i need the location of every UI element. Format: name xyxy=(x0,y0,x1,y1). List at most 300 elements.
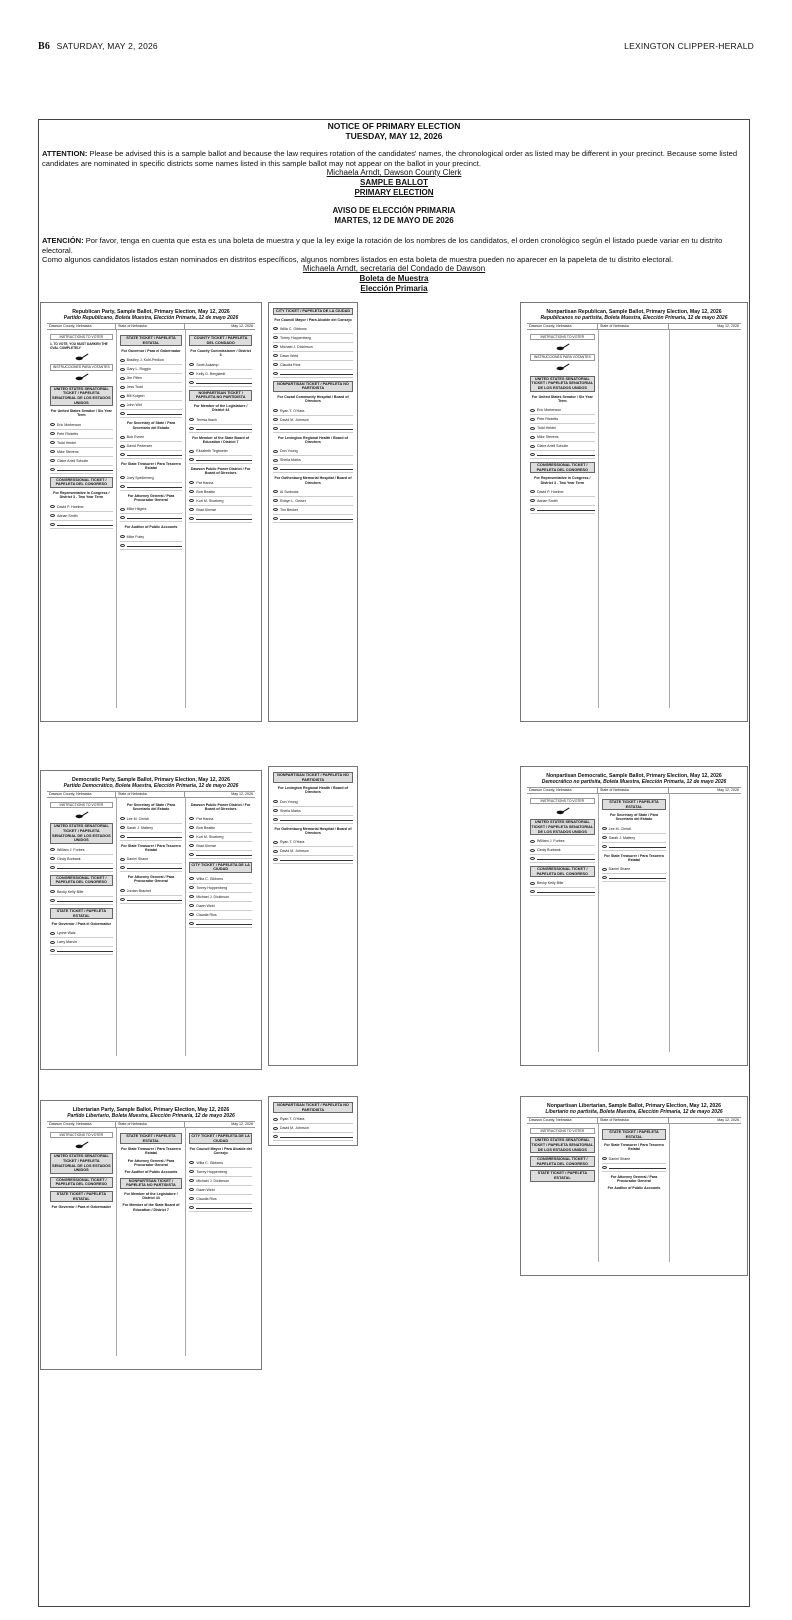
hospital-list xyxy=(273,838,353,864)
office-sos: For Secretary of State / Para Secretario del Estado xyxy=(126,803,176,812)
vote-oval-icon xyxy=(120,889,125,892)
vote-oval-icon xyxy=(50,890,55,893)
state-section: STATE TICKET / PAPELETA ESTATAL xyxy=(602,799,667,810)
atencion-paragraph xyxy=(42,236,748,265)
candidate-row xyxy=(189,488,252,497)
write-in-row xyxy=(530,855,595,863)
ballot-column-3 xyxy=(186,798,255,1056)
candidate-row xyxy=(530,442,595,451)
candidate-name: Kelly G. Bergstedt xyxy=(196,371,226,376)
office-hospital2: For Cozad Community Hospital / Board of Directors xyxy=(277,395,349,404)
vote-oval-icon xyxy=(189,817,194,820)
congress-section: CONGRESSIONAL TICKET / PAPELETA DEL CONGRESO xyxy=(530,462,595,473)
write-in-line xyxy=(280,372,353,375)
write-in-line xyxy=(280,1135,353,1138)
write-in-row xyxy=(50,466,113,474)
ballot-column-1 xyxy=(527,1124,599,1262)
candidate-name: Teresa Ibach xyxy=(196,417,217,422)
vote-oval-icon xyxy=(50,941,55,944)
candidate-row xyxy=(189,875,252,884)
candidate-name: Claire Ariell Schulte xyxy=(537,444,569,449)
office-hospital: For Gothenburg Memorial Hospital / Board of Directors xyxy=(274,826,352,836)
vote-oval-icon xyxy=(602,876,607,879)
instructions-header: INSTRUCTIONS TO VOTER xyxy=(530,798,595,804)
ballot-header-row xyxy=(47,791,255,798)
vote-oval-icon xyxy=(273,418,278,421)
candidate-name: Dawn Weld xyxy=(196,1187,215,1192)
candidate-name: Cindy Burbank xyxy=(537,848,561,853)
write-in-row xyxy=(50,947,113,955)
vote-oval-icon xyxy=(120,516,125,519)
rep-senate-list xyxy=(50,421,113,474)
masthead xyxy=(38,38,754,54)
es-primary-heading: Elección Primaria xyxy=(360,284,428,293)
pen-icon xyxy=(530,342,595,352)
candidate-name: Pete Ricketts xyxy=(57,431,79,436)
vote-oval-icon xyxy=(50,514,55,517)
candidate-name: Kurt M. Stoeberg xyxy=(196,498,224,503)
candidate-name: Torrey Hoppenberg xyxy=(196,1169,228,1174)
vote-oval-icon xyxy=(189,1179,194,1182)
write-in-line xyxy=(57,949,113,952)
nonpartisan-section: NONPARTISAN TICKET / PAPELETA NO PARTIDISTA xyxy=(189,390,252,401)
vote-oval-icon xyxy=(120,535,125,538)
candidate-name: Joey Spellerberg xyxy=(126,475,154,480)
write-in-row xyxy=(602,1164,667,1172)
office-mayor: For Council Mayor / Para Alcalde del Consejo xyxy=(274,317,352,322)
candidate-row xyxy=(530,406,595,415)
candidate-row xyxy=(273,807,353,816)
es-sample-heading: Boleta de Muestra xyxy=(359,274,429,283)
office-legislature: For Member of the Legislature / District 44 xyxy=(193,403,248,413)
candidate-name: Willa C. Gibbons xyxy=(196,1160,224,1165)
candidate-row xyxy=(50,929,113,938)
ballot-header-row xyxy=(527,787,741,794)
es-clerk-name: Michaela Arndt, secretaria del Condado de Dawson xyxy=(302,264,486,273)
city-ticket-panel-3 xyxy=(268,1096,358,1146)
vote-oval-icon xyxy=(120,377,125,380)
candidate-row xyxy=(50,421,113,430)
state-label: State of Nebraska xyxy=(116,792,185,797)
senate-section: UNITED STATES SENATORIAL TICKET / PAPELETA SENATORIAL DE LOS ESTADOS UNIDOS xyxy=(50,823,113,843)
candidate-name: Mike Stevens xyxy=(57,449,79,454)
vote-oval-icon xyxy=(189,427,194,430)
rep-congress-list xyxy=(50,503,113,529)
write-in-row xyxy=(273,370,353,378)
pen-icon-es xyxy=(530,363,595,373)
candidate-name: Jim Pillen xyxy=(126,376,143,381)
candidate-row xyxy=(273,456,353,465)
office-ag: For Attorney General / Para Procurador General xyxy=(127,875,175,884)
candidate-row xyxy=(273,838,353,847)
candidate-row xyxy=(273,506,353,515)
candidate-name: Brad Kirmse xyxy=(196,507,217,512)
candidate-row xyxy=(530,488,595,497)
candidate-row xyxy=(189,833,252,842)
office-mayor: For Council Mayor / Para Alcalde del Consejo xyxy=(189,1147,252,1156)
candidate-row xyxy=(50,448,113,457)
office-sos: For Secretary of State / Para Secretario del Estado xyxy=(126,421,176,430)
candidate-row xyxy=(530,846,595,855)
write-in-line xyxy=(196,1206,252,1209)
candidate-row xyxy=(120,824,183,833)
office-ag: For Attorney General / Para Procurador General xyxy=(610,1174,658,1184)
ballot-header-row xyxy=(47,1121,255,1128)
ballot-column-2 xyxy=(117,1128,187,1356)
candidate-name: Claudia Rios xyxy=(196,912,217,917)
vote-oval-icon xyxy=(50,899,55,902)
write-in-line xyxy=(127,516,183,519)
vote-oval-icon xyxy=(189,1206,194,1209)
write-in-row xyxy=(50,897,113,905)
candidate-name: Lee M. Christi xyxy=(608,826,631,831)
vote-oval-icon xyxy=(273,450,278,453)
rep-power-list xyxy=(189,479,252,523)
senate-section: UNITED STATES SENATORIAL TICKET / PAPELETA SENATORIAL DE LOS ESTADOS UNIDOS xyxy=(531,1138,594,1152)
rep-sos-list xyxy=(120,433,183,459)
candidate-name: Michael J. Dickinson xyxy=(280,344,313,349)
write-in-line xyxy=(127,485,183,488)
candidate-row xyxy=(273,798,353,807)
office-congress: For Representative in Congress / District 3 - Two Year Term xyxy=(53,490,110,500)
candidate-name: Kurt M. Stoeberg xyxy=(196,834,224,839)
state-section: STATE TICKET / PAPELETA ESTATAL xyxy=(602,1129,667,1140)
vote-oval-icon xyxy=(530,882,535,885)
vote-oval-icon xyxy=(189,381,194,384)
candidate-name: Bill Kolgein xyxy=(126,394,145,399)
write-in-row xyxy=(189,456,252,464)
candidate-row xyxy=(530,424,595,433)
candidate-name: Eric Mortenson xyxy=(57,422,82,427)
vote-oval-icon xyxy=(189,363,194,366)
vote-oval-icon xyxy=(530,445,535,448)
vote-oval-icon xyxy=(530,418,535,421)
candidate-row xyxy=(189,842,252,851)
ballot-column-3 xyxy=(186,330,255,708)
date-label: May 12, 2026 xyxy=(717,788,739,792)
candidate-name: Al Svoboda xyxy=(280,489,299,494)
candidate-row xyxy=(273,497,353,506)
write-in-line xyxy=(537,508,595,511)
write-in-row xyxy=(120,542,183,550)
vote-oval-icon xyxy=(530,436,535,439)
candidate-name: Don Young xyxy=(280,799,298,804)
hospital-list xyxy=(273,1115,353,1141)
state-label: State of Nebraska xyxy=(598,788,669,793)
candidate-row xyxy=(602,834,667,843)
rep-commissioner-list xyxy=(189,361,252,387)
candidate-name: Claudia Rios xyxy=(280,362,301,367)
vote-oval-icon xyxy=(273,459,278,462)
candidate-row xyxy=(120,505,183,514)
candidate-row xyxy=(602,825,667,834)
candidate-name: Mike Foley xyxy=(126,534,145,539)
write-in-row xyxy=(273,425,353,433)
vote-oval-icon xyxy=(273,800,278,803)
candidate-row xyxy=(273,352,353,361)
write-in-line xyxy=(127,412,183,415)
candidate-name: Cindy Burbank xyxy=(57,856,81,861)
ballot-column-2 xyxy=(117,330,187,708)
vote-oval-icon xyxy=(273,858,278,861)
vote-oval-icon xyxy=(189,517,194,520)
ballot-column-1 xyxy=(527,330,599,708)
rep-legislature-list xyxy=(189,416,252,433)
nonpartisan-section: NONPARTISAN TICKET / PAPELETA NO PARTIDISTA xyxy=(273,381,353,392)
candidate-name: Becky Kelly Bille xyxy=(57,889,84,894)
write-in-line xyxy=(196,517,252,520)
ballot-title: Democratic Party, Sample Ballot, Primary Election, May 12, 2026 xyxy=(72,777,230,783)
office-governor: For Governor / Para el Gobernador xyxy=(121,349,181,354)
candidate-row xyxy=(50,938,113,947)
write-in-row xyxy=(189,379,252,387)
write-in-line xyxy=(280,467,353,470)
masthead-left xyxy=(38,41,158,52)
vote-oval-icon xyxy=(273,427,278,430)
write-in-line xyxy=(280,517,353,520)
vote-oval-icon xyxy=(189,853,194,856)
county-label: Dawson County, Nebraska xyxy=(47,1122,116,1127)
vote-oval-icon xyxy=(273,1127,278,1130)
vote-oval-icon xyxy=(273,508,278,511)
candidate-row xyxy=(189,497,252,506)
vote-oval-icon xyxy=(50,949,55,952)
write-in-row xyxy=(120,410,183,418)
write-in-row xyxy=(189,425,252,433)
instrucciones-header: INSTRUCCIONES PARA VOTANTES xyxy=(50,364,113,370)
attention-label: ATTENTION: xyxy=(42,149,88,158)
write-in-row xyxy=(273,515,353,523)
vote-oval-icon xyxy=(120,508,125,511)
candidate-name: David P. Hoelme xyxy=(537,489,564,494)
vote-oval-icon xyxy=(602,827,607,830)
candidate-name: Lee M. Christi xyxy=(126,816,149,821)
date-label: May 12, 2026 xyxy=(231,792,253,796)
vote-oval-icon xyxy=(530,890,535,893)
write-in-line xyxy=(57,866,113,869)
rep-ag-list xyxy=(120,505,183,522)
vote-oval-icon xyxy=(50,432,55,435)
candidate-row xyxy=(189,479,252,488)
write-in-row xyxy=(50,864,113,872)
congress-section: CONGRESSIONAL TICKET / PAPELETA DEL CONGRESO xyxy=(530,866,595,877)
candidate-name: David P. Hoelme xyxy=(57,504,84,509)
vote-oval-icon xyxy=(189,508,194,511)
county-label: Dawson County, Nebraska xyxy=(47,792,116,797)
democratic-ballot xyxy=(40,770,262,1070)
date-label: May 12, 2026 xyxy=(231,1122,253,1126)
vote-oval-icon xyxy=(530,849,535,852)
dem-city-list xyxy=(189,875,252,928)
clerk-name: Michaela Arndt, Dawson County Clerk xyxy=(326,168,462,177)
vote-oval-icon xyxy=(189,826,194,829)
office-auditor: For Auditor of Public Accounts xyxy=(124,525,178,530)
county-label: Dawson County, Nebraska xyxy=(527,324,598,329)
ballot-subtitle: Partido Democrático, Boleta Muestra, Elección Primaria, 12 de mayo 2026 xyxy=(63,783,239,789)
candidate-row xyxy=(189,902,252,911)
nondem-sos-list xyxy=(602,825,667,851)
write-in-line xyxy=(127,898,183,901)
candidate-row xyxy=(273,334,353,343)
senate-section: UNITED STATES SENATORIAL TICKET / PAPELETA SENATORIAL DE LOS ESTADOS UNIDOS xyxy=(531,820,594,834)
write-in-row xyxy=(50,521,113,529)
instructions-header: INSTRUCTIONS TO VOTER xyxy=(50,802,113,808)
state-section: STATE TICKET / PAPELETA ESTATAL xyxy=(120,335,183,346)
candidate-row xyxy=(189,1159,252,1168)
candidate-row xyxy=(530,837,595,846)
vote-oval-icon xyxy=(120,453,125,456)
write-in-line xyxy=(537,890,595,893)
vote-oval-icon xyxy=(189,372,194,375)
vote-oval-icon xyxy=(120,835,125,838)
ballot-column-3 xyxy=(670,330,741,708)
notice-title xyxy=(38,121,750,141)
ballot-subtitle: Republicanos no partisita, Boleta Muestra, Elección Primaria, 12 de mayo 2026 xyxy=(540,315,728,321)
republican-ballot xyxy=(40,302,262,722)
ballot-column-1 xyxy=(47,1128,117,1356)
candidate-name: Pat Hanna xyxy=(196,480,214,485)
rep-auditor-list xyxy=(120,533,183,550)
attention-text: Please be advised this is a sample ballot and because the law requires rotation of the candidates' names, the chronological order as listed may be different in your precinct. Because some listed candidates are nominated in specific districts some names listed in this sample ballot may not appear on the ballot in your precinct. xyxy=(42,149,738,168)
write-in-row xyxy=(273,816,353,824)
candidate-name: David M. Johnson xyxy=(280,849,309,854)
ballot-title: Nonpartisan Democratic, Sample Ballot, Primary Election, May 12, 2026 xyxy=(546,773,722,779)
state-section: STATE TICKET / PAPELETA ESTATAL xyxy=(530,1170,595,1181)
vote-oval-icon xyxy=(189,499,194,502)
vote-oval-icon xyxy=(273,354,278,357)
atencion-text-2: Como algunos candidatos listados estan nominados en distritos específicos, algunos nombres listados en esta boleta de muestra pueden no aparecer en la papeleta de tu distrito electoral. xyxy=(42,255,674,265)
candidate-name: Tim Becker xyxy=(280,507,299,512)
vote-oval-icon xyxy=(120,817,125,820)
vote-oval-icon xyxy=(120,476,125,479)
senate-section: UNITED STATES SENATORIAL TICKET / PAPELETA SENATORIAL DE LOS ESTADOS UNIDOS xyxy=(531,376,594,390)
sample-ballot-heading: SAMPLE BALLOT xyxy=(360,178,428,187)
candidate-name: Michael J. Dickinson xyxy=(196,894,230,899)
vote-oval-icon xyxy=(530,453,535,456)
candidate-name: Sheila Marks xyxy=(280,808,301,813)
dem-treasurer-list xyxy=(120,855,183,872)
vote-oval-icon xyxy=(189,1161,194,1164)
state-section: STATE TICKET / PAPELETA ESTATAL xyxy=(120,1133,183,1144)
ballot-subtitle: Libertario no partisita, Boleta Muestra, Elección Primaria, 12 de mayo 2026 xyxy=(545,1109,723,1115)
vote-oval-icon xyxy=(273,327,278,330)
write-in-line xyxy=(57,468,113,471)
candidate-name: Burt Beattie xyxy=(196,489,216,494)
vote-oval-icon xyxy=(189,450,194,453)
vote-oval-icon xyxy=(273,490,278,493)
dem-sos-list xyxy=(120,815,183,841)
candidate-row xyxy=(189,370,252,379)
write-in-line xyxy=(280,427,353,430)
city-ticket-panel-1 xyxy=(268,302,358,722)
ballot-subtitle: Democrático no partisita, Boleta Muestra, Elección Primaria, 12 de mayo 2026 xyxy=(541,779,727,785)
vote-oval-icon xyxy=(530,499,535,502)
nonrep-senate-list xyxy=(530,406,595,459)
candidate-row xyxy=(602,865,667,874)
candidate-row xyxy=(120,815,183,824)
dem-congress-list xyxy=(50,888,113,905)
candidate-name: Pete Ricketts xyxy=(537,417,559,422)
nonpartisan-democratic-ballot xyxy=(520,766,748,1066)
candidate-name: Torrey Hoppenberg xyxy=(196,885,228,890)
write-in-line xyxy=(127,835,183,838)
vote-oval-icon xyxy=(189,1197,194,1200)
write-in-row xyxy=(530,888,595,896)
candidate-name: Daniel Shane xyxy=(608,867,631,872)
candidate-name: Scott Aukamp xyxy=(196,362,219,367)
write-in-line xyxy=(127,866,183,869)
vote-oval-icon xyxy=(50,523,55,526)
vote-oval-icon xyxy=(120,359,125,362)
vote-oval-icon xyxy=(120,485,125,488)
pen-icon xyxy=(50,1140,113,1150)
candidate-row xyxy=(530,879,595,888)
vote-oval-icon xyxy=(273,809,278,812)
candidate-row xyxy=(189,884,252,893)
vote-oval-icon xyxy=(50,468,55,471)
ballot-subtitle: Partido Republicano, Boleta Muestra, Elección Primaria, 12 de mayo 2026 xyxy=(63,315,239,321)
vote-oval-icon xyxy=(50,857,55,860)
write-in-row xyxy=(189,515,252,523)
office-power: Dawson Public Power District / For Board of Directors xyxy=(190,467,251,476)
office-treasurer: For State Treasurer / Para Tesorero Estatal xyxy=(604,1143,664,1152)
office-education: For Member of the State Board of Education / District 7 xyxy=(122,1203,180,1212)
office-power: Dawson Public Power District / For Board of Directors xyxy=(190,803,251,812)
office-auditor: For Auditor of Public Accounts xyxy=(124,1170,178,1175)
candidate-row xyxy=(273,1115,353,1124)
candidate-row xyxy=(120,374,183,383)
candidate-row xyxy=(189,506,252,515)
candidate-name: Adrian Smith xyxy=(57,513,78,518)
nondem-treasurer-list xyxy=(602,865,667,882)
vote-oval-icon xyxy=(602,1166,607,1169)
candidate-row xyxy=(189,815,252,824)
ballot-title: Nonpartisan Libertarian, Sample Ballot, Primary Election, May 12, 2026 xyxy=(546,1103,722,1109)
candidate-name: Willa C. Gibbons xyxy=(196,876,224,881)
date-label: May 12, 2026 xyxy=(717,324,739,328)
vote-oval-icon xyxy=(530,840,535,843)
vote-oval-icon xyxy=(120,436,125,439)
county-label: Dawson County, Nebraska xyxy=(527,1118,598,1123)
nonpartisan-section: NONPARTISAN TICKET / PAPELETA NO PARTIDISTA xyxy=(273,772,353,783)
ballot-title: Libertarian Party, Sample Ballot, Primary Election, May 12, 2026 xyxy=(72,1107,230,1113)
candidate-name: Sarah J. Mattery xyxy=(608,835,636,840)
pen-icon-es xyxy=(50,373,113,383)
vote-oval-icon xyxy=(120,395,125,398)
office-ag: For Attorney General / Para Procurador General xyxy=(127,493,175,502)
candidate-row xyxy=(120,474,183,483)
vote-oval-icon xyxy=(120,404,125,407)
candidate-row xyxy=(273,325,353,334)
ballot-header-row xyxy=(527,323,741,330)
candidate-name: Todd Heidel xyxy=(537,426,556,431)
candidate-row xyxy=(120,356,183,365)
candidate-row xyxy=(120,383,183,392)
vote-oval-icon xyxy=(120,866,125,869)
candidate-row xyxy=(273,488,353,497)
candidate-name: Robyn L. Geiser xyxy=(280,498,306,503)
atencion-label: ATENCIÓN: xyxy=(42,236,84,245)
hospital2-list xyxy=(273,488,353,523)
candidate-row xyxy=(189,1186,252,1195)
candidate-row xyxy=(50,855,113,864)
office-auditor: For Auditor of Public Accounts xyxy=(607,1186,661,1191)
office-treasurer: For State Treasurer / Para Tesorero Estatal xyxy=(604,853,664,863)
vote-oval-icon xyxy=(273,363,278,366)
vote-oval-icon xyxy=(602,1157,607,1160)
congress-section: CONGRESSIONAL TICKET / PAPELETA DEL CONGRESO xyxy=(50,875,113,886)
write-in-line xyxy=(196,381,252,384)
